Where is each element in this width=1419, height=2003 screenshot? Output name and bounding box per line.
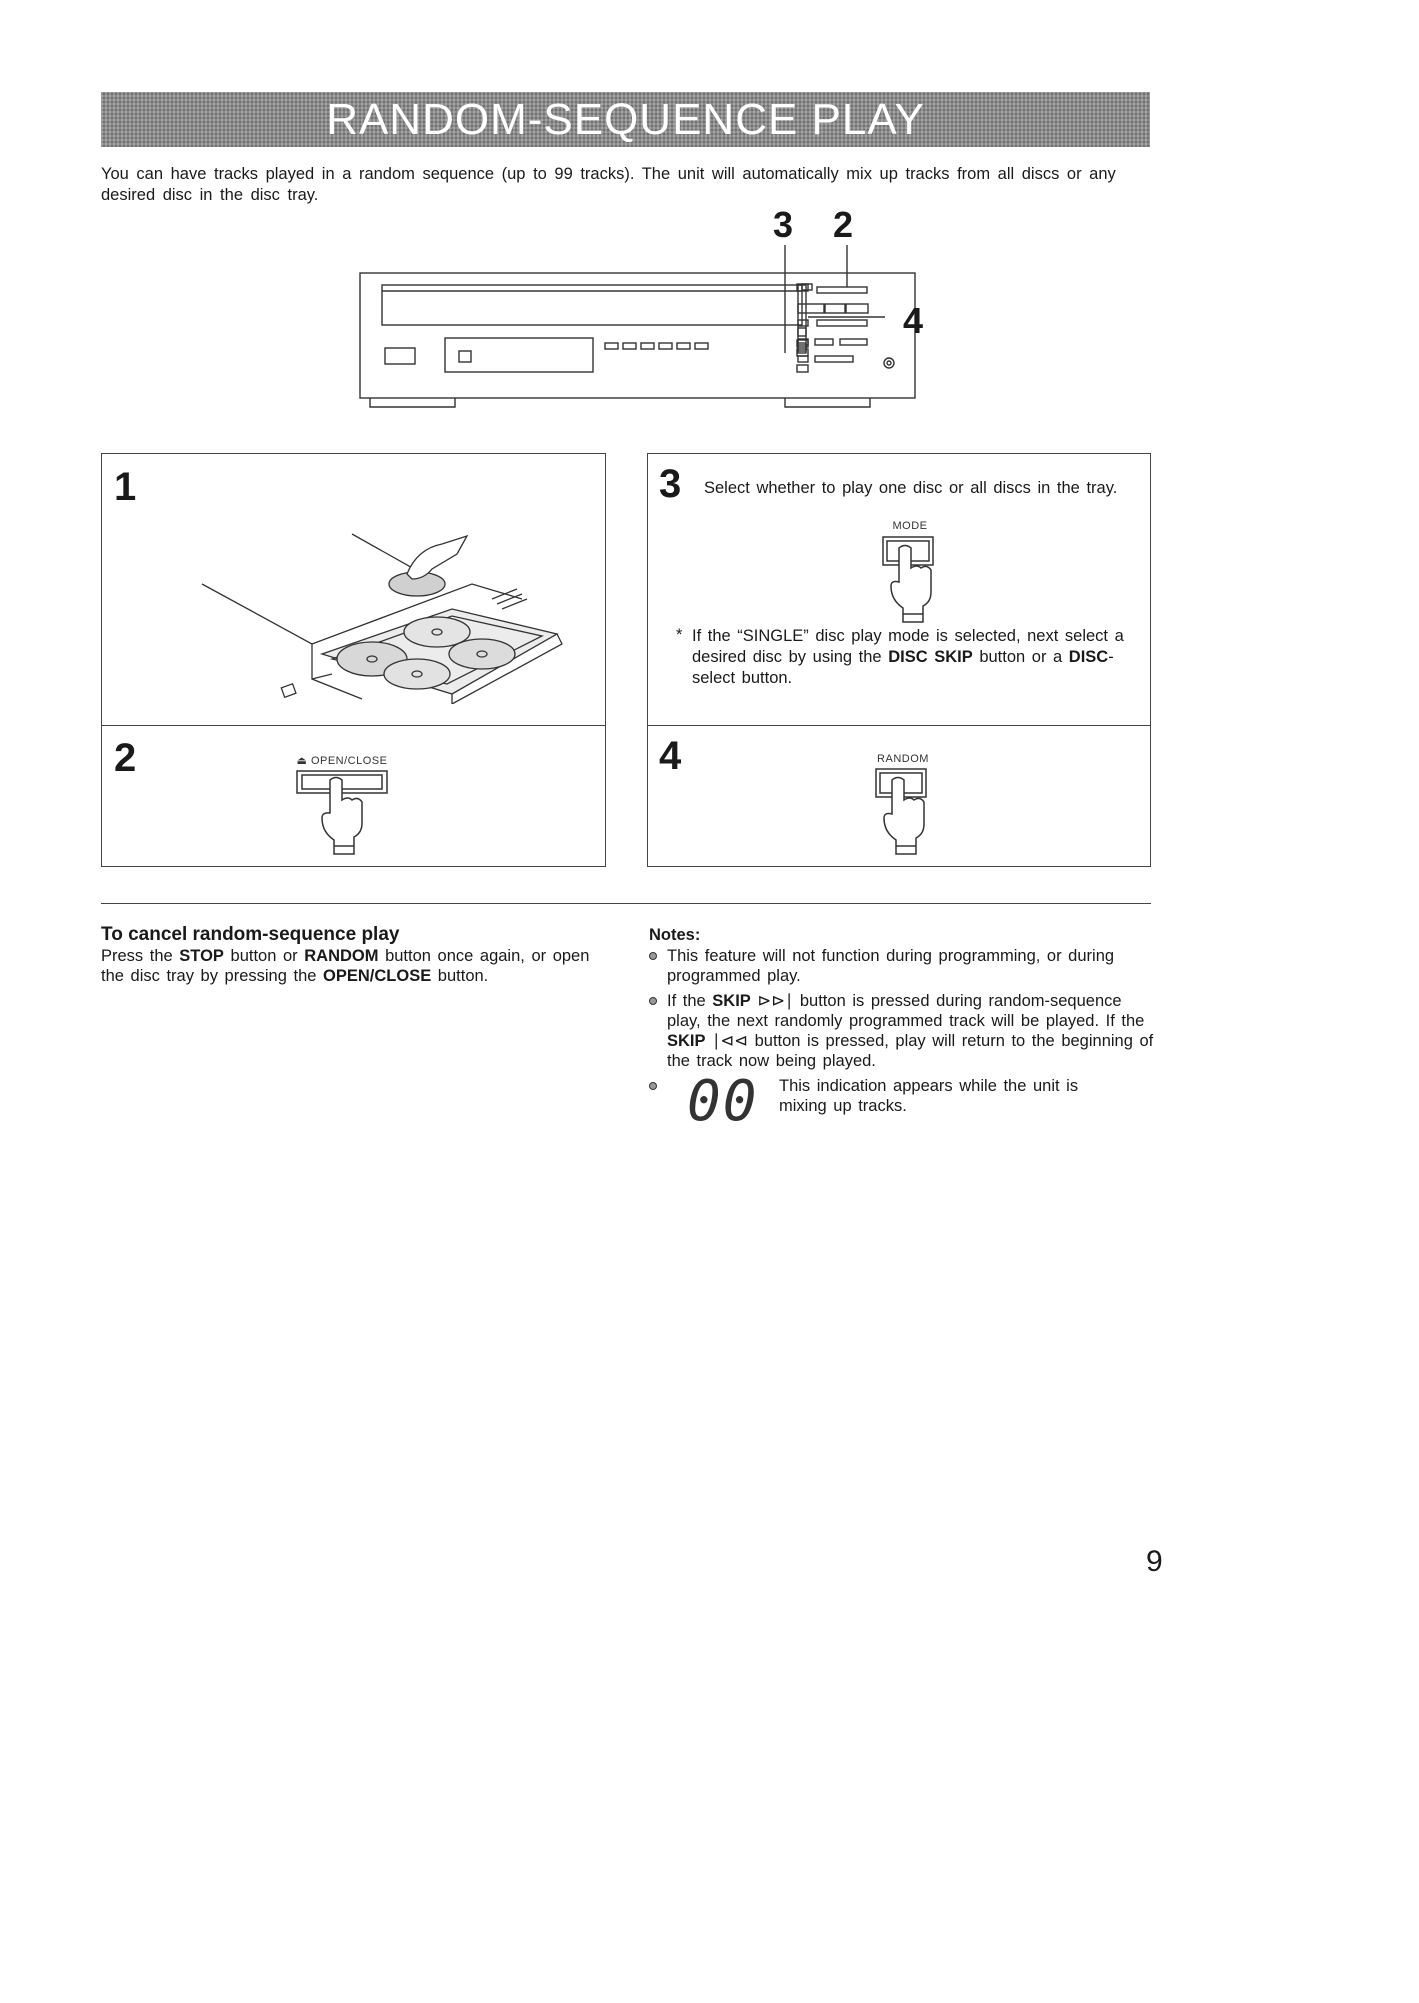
intro-paragraph: You can have tracks played in a random sequence (up to 99 tracks). The unit will automatically mix up tracks from all discs or any desired disc in the disc tray. <box>101 165 1116 204</box>
note-2-text-a: If the <box>667 992 713 1010</box>
note-3-text: This indication appears while the unit is mixing up tracks. <box>779 1077 1079 1115</box>
notes-heading: Notes: <box>649 926 701 944</box>
note-asterisk: * <box>676 626 683 644</box>
callout-3: 3 <box>773 204 794 245</box>
step-3-note-a: If the “SINGLE” disc play mode is selected, next select a desired disc by using the <box>692 627 1124 666</box>
cancel-heading: To cancel random-sequence play <box>101 924 400 945</box>
note-item <box>649 946 1154 986</box>
cancel-paragraph <box>101 946 591 986</box>
stop-term: STOP <box>179 947 224 965</box>
random-display-indicator: 00 <box>687 1069 759 1134</box>
note-item <box>649 1069 1154 1138</box>
disc-term: DISC <box>1068 648 1109 666</box>
cancel-text-1: Press the <box>101 947 180 965</box>
cancel-text-4: button. <box>431 967 489 985</box>
section-divider <box>101 903 1151 904</box>
random-button-hand-icon <box>868 766 938 858</box>
open-close-button-hand-icon <box>292 768 392 858</box>
step-3-note <box>692 626 1137 689</box>
step-3-note-c: button or a <box>972 648 1069 666</box>
random-term: RANDOM <box>304 947 379 965</box>
cancel-text-3: button once again, or open the disc tray by pressing the <box>101 947 590 985</box>
disc-tray-illustration <box>192 504 572 704</box>
skip-forward-term: SKIP <box>712 992 751 1010</box>
note-2-text-e: ∣⊲⊲ button is pressed, play will return to the beginning of the track now being played. <box>667 1032 1154 1070</box>
page-number: 9 <box>1146 1545 1163 1578</box>
cd-player-diagram <box>355 204 955 410</box>
notes-list <box>649 946 1154 1143</box>
callout-2: 2 <box>833 204 854 245</box>
random-label: RANDOM <box>877 753 929 765</box>
cancel-text-2: button or <box>223 947 305 965</box>
bullet-icon <box>649 997 657 1005</box>
mode-label: MODE <box>892 520 928 532</box>
step-3-number: 3 <box>659 462 682 506</box>
step-2-panel <box>101 725 606 867</box>
mode-button-hand-icon <box>875 534 945 624</box>
step-2-number: 2 <box>114 736 137 780</box>
step-1-panel <box>101 453 606 727</box>
note-1-text: This feature will not function during programming, or during programmed play. <box>667 947 1115 985</box>
step-4-number: 4 <box>659 734 682 778</box>
step-4-panel <box>647 725 1151 867</box>
bullet-icon <box>649 1082 657 1090</box>
disc-skip-term: DISC SKIP <box>888 648 973 666</box>
step-1-number: 1 <box>114 465 137 509</box>
open-close-term: OPEN/CLOSE <box>323 967 432 985</box>
note-item <box>649 991 1154 1071</box>
page-title: RANDOM-SEQUENCE PLAY <box>326 94 925 144</box>
step-3-panel <box>647 453 1151 727</box>
callout-4: 4 <box>903 300 924 341</box>
step-3-text: Select whether to play one disc or all discs in the tray. <box>704 479 1118 497</box>
step-3-note-e: -select button. <box>692 648 1114 687</box>
bullet-icon <box>649 952 657 960</box>
open-close-label: ⏏ OPEN/CLOSE <box>296 755 388 767</box>
skip-back-term: SKIP <box>667 1032 706 1050</box>
note-2-text-c: ⊳⊳∣ button is pressed during random-sequence play, the next randomly programmed track will be played. If the <box>667 992 1145 1030</box>
title-banner <box>101 92 1150 147</box>
